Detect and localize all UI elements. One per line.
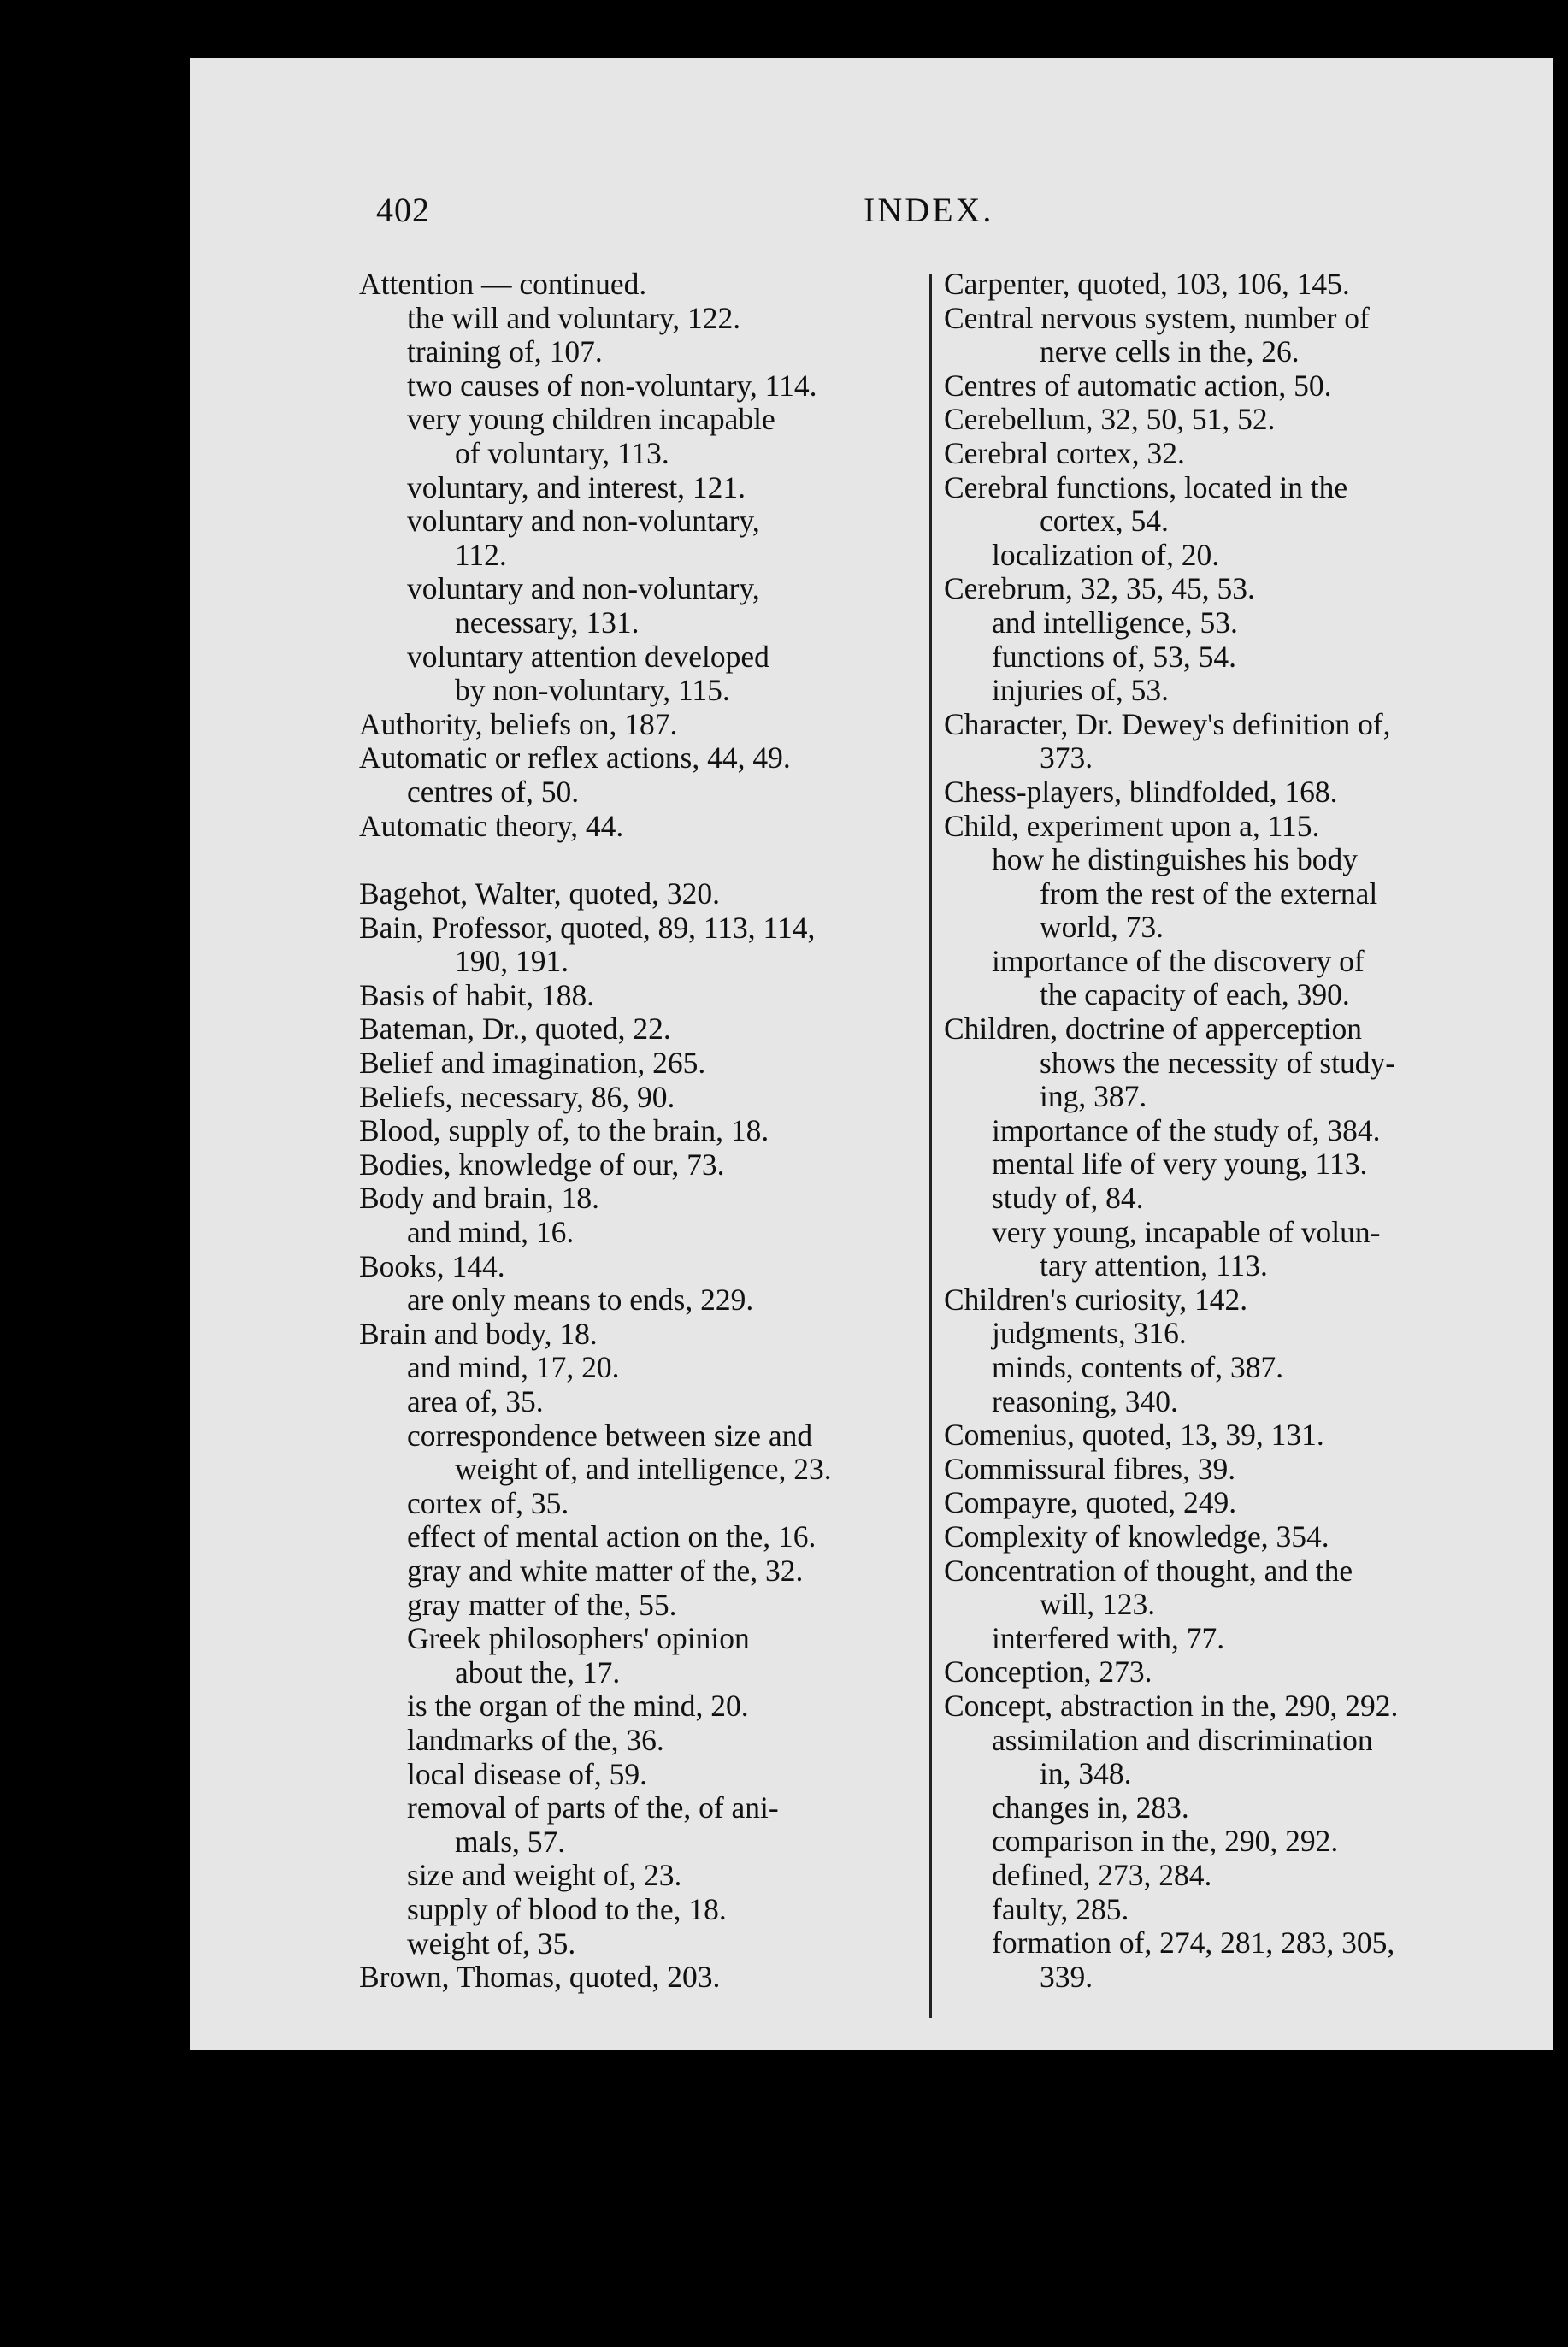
index-entry: voluntary and non-voluntary, [407, 504, 760, 539]
index-entry: Cerebral cortex, 32. [944, 435, 1185, 470]
index-entry: about the, 17. [455, 1654, 621, 1689]
index-entry: weight of, and intelligence, 23. [455, 1452, 832, 1487]
index-entry: are only means to ends, 229. [407, 1283, 754, 1318]
index-entry: formation of, 274, 281, 283, 305, [992, 1925, 1395, 1961]
index-entry: 339. [1040, 1959, 1093, 1994]
index-entry: Centres of automatic action, 50. [944, 368, 1332, 403]
index-entry: Concentration of thought, and the [944, 1553, 1353, 1588]
index-entry: will, 123. [1040, 1587, 1156, 1622]
index-entry: Character, Dr. Dewey's definition of, [944, 706, 1391, 741]
index-entry: Blood, supply of, to the brain, 18. [359, 1113, 769, 1148]
index-entry: two causes of non-voluntary, 114. [407, 368, 817, 403]
index-entry: nerve cells in the, 26. [1040, 334, 1300, 369]
index-entry: Comenius, quoted, 13, 39, 131. [944, 1418, 1324, 1453]
index-entry: Children's curiosity, 142. [944, 1282, 1248, 1317]
index-entry: injuries of, 53. [992, 673, 1170, 708]
index-entry: mental life of very young, 113. [992, 1147, 1368, 1182]
index-entry: area of, 35. [407, 1384, 544, 1418]
index-entry: Complexity of knowledge, 354. [944, 1518, 1329, 1554]
index-entry: gray and white matter of the, 32. [407, 1553, 804, 1588]
index-entry: Chess-players, blindfolded, 168. [944, 774, 1338, 809]
index-entry: training of, 107. [407, 334, 603, 369]
index-entry: mals, 57. [455, 1824, 566, 1859]
index-entry: effect of mental action on the, 16. [407, 1519, 816, 1554]
index-entry: Conception, 273. [944, 1654, 1152, 1689]
index-entry: and intelligence, 53. [992, 604, 1238, 640]
index-entry: from the rest of the external [1040, 876, 1378, 911]
index-entry: landmarks of the, 36. [407, 1722, 664, 1757]
index-entry: shows the necessity of study- [1040, 1045, 1396, 1080]
index-entry: the will and voluntary, 122. [407, 300, 741, 335]
index-entry: tary attention, 113. [1040, 1248, 1268, 1283]
index-entry: voluntary attention developed [407, 639, 769, 674]
index-entry: Automatic theory, 44. [359, 808, 624, 843]
index-entry: defined, 273, 284. [992, 1857, 1212, 1892]
index-entry: Authority, beliefs on, 187. [359, 706, 678, 741]
index-entry: weight of, 35. [407, 1925, 576, 1961]
index-entry: Children, doctrine of apperception [944, 1011, 1362, 1047]
index-entry: centres of, 50. [407, 774, 580, 809]
column-divider [929, 274, 932, 2018]
index-entry: Belief and imagination, 265. [359, 1046, 706, 1081]
index-entry: cortex of, 35. [407, 1485, 569, 1520]
index-entry: cortex, 54. [1040, 504, 1169, 539]
index-entry: voluntary, and interest, 121. [407, 469, 746, 504]
index-entry: local disease of, 59. [407, 1756, 647, 1791]
index-entry: Greek philosophers' opinion [407, 1621, 750, 1656]
index-entry: supply of blood to the, 18. [407, 1891, 727, 1926]
index-entry: importance of the discovery of [992, 943, 1365, 978]
index-entry: comparison in the, 290, 292. [992, 1824, 1339, 1859]
index-entry: reasoning, 340. [992, 1383, 1178, 1418]
index-entry: functions of, 53, 54. [992, 639, 1236, 674]
index-entry: of voluntary, 113. [455, 435, 669, 470]
index-entry: in, 348. [1040, 1756, 1132, 1791]
index-entry: very young, incapable of volun- [992, 1214, 1381, 1249]
index-entry: very young children incapable [407, 402, 775, 437]
index-entry: the capacity of each, 390. [1040, 977, 1350, 1012]
index-entry: 373. [1040, 740, 1093, 775]
index-entry: Concept, abstraction in the, 290, 292. [944, 1688, 1399, 1723]
index-entry: minds, contents of, 387. [992, 1350, 1284, 1384]
index-column-left [359, 268, 906, 1995]
index-entry: and mind, 17, 20. [407, 1350, 620, 1385]
index-entry: Commissural fibres, 39. [944, 1451, 1236, 1486]
index-entry: Brain and body, 18. [359, 1316, 598, 1351]
index-entry: ing, 387. [1040, 1079, 1147, 1114]
index-entry: Bain, Professor, quoted, 89, 113, 114, [359, 910, 816, 945]
index-entry: interfered with, 77. [992, 1620, 1225, 1655]
index-entry: Bodies, knowledge of our, 73. [359, 1147, 725, 1182]
index-entry: Cerebellum, 32, 50, 51, 52. [944, 402, 1276, 437]
index-entry: Bateman, Dr., quoted, 22. [359, 1011, 671, 1047]
index-entry: by non-voluntary, 115. [455, 673, 730, 708]
index-entry: 112. [455, 537, 507, 572]
index-entry: Compayre, quoted, 249. [944, 1485, 1237, 1520]
index-entry: and mind, 16. [407, 1215, 575, 1250]
index-entry: Automatic or reflex actions, 44, 49. [359, 740, 791, 775]
index-entry: Bagehot, Walter, quoted, 320. [359, 876, 720, 911]
index-entry: faulty, 285. [992, 1891, 1129, 1926]
index-entry: removal of parts of the, of ani- [407, 1790, 779, 1825]
index-entry: Books, 144. [359, 1248, 505, 1283]
index-entry: correspondence between size and [407, 1418, 813, 1453]
index-entry: Child, experiment upon a, 115. [944, 808, 1320, 843]
index-entry: assimilation and discrimination [992, 1722, 1373, 1757]
page-number: 402 [376, 191, 430, 229]
index-entry: importance of the study of, 384. [992, 1112, 1381, 1147]
index-entry: voluntary and non-voluntary, [407, 571, 760, 606]
index-entry: how he distinguishes his body [992, 842, 1358, 877]
index-column-right [944, 268, 1491, 1994]
index-entry: changes in, 283. [992, 1790, 1189, 1825]
index-entry: Brown, Thomas, quoted, 203. [359, 1960, 721, 1995]
index-entry: Central nervous system, number of [944, 300, 1370, 335]
index-entry: necessary, 131. [455, 604, 640, 640]
index-entry: world, 73. [1040, 910, 1164, 945]
index-entry: Cerebral functions, located in the [944, 469, 1348, 504]
index-entry: Body and brain, 18. [359, 1181, 600, 1216]
index-entry: Carpenter, quoted, 103, 106, 145. [944, 267, 1350, 301]
index-entry: Beliefs, necessary, 86, 90. [359, 1079, 675, 1114]
index-entry: judgments, 316. [992, 1316, 1187, 1351]
index-entry: Cerebrum, 32, 35, 45, 53. [944, 571, 1255, 606]
index-entry: Attention — continued. [359, 267, 647, 301]
index-entry: is the organ of the mind, 20. [407, 1689, 749, 1724]
index-entry: size and weight of, 23. [407, 1858, 682, 1893]
index-entry: 190, 191. [455, 944, 569, 979]
page-title: INDEX. [864, 191, 994, 229]
index-entry: localization of, 20. [992, 537, 1220, 572]
index-entry: gray matter of the, 55. [407, 1587, 677, 1622]
index-entry: Basis of habit, 188. [359, 977, 595, 1012]
index-entry: study of, 84. [992, 1181, 1144, 1216]
entry-gap [359, 843, 906, 877]
